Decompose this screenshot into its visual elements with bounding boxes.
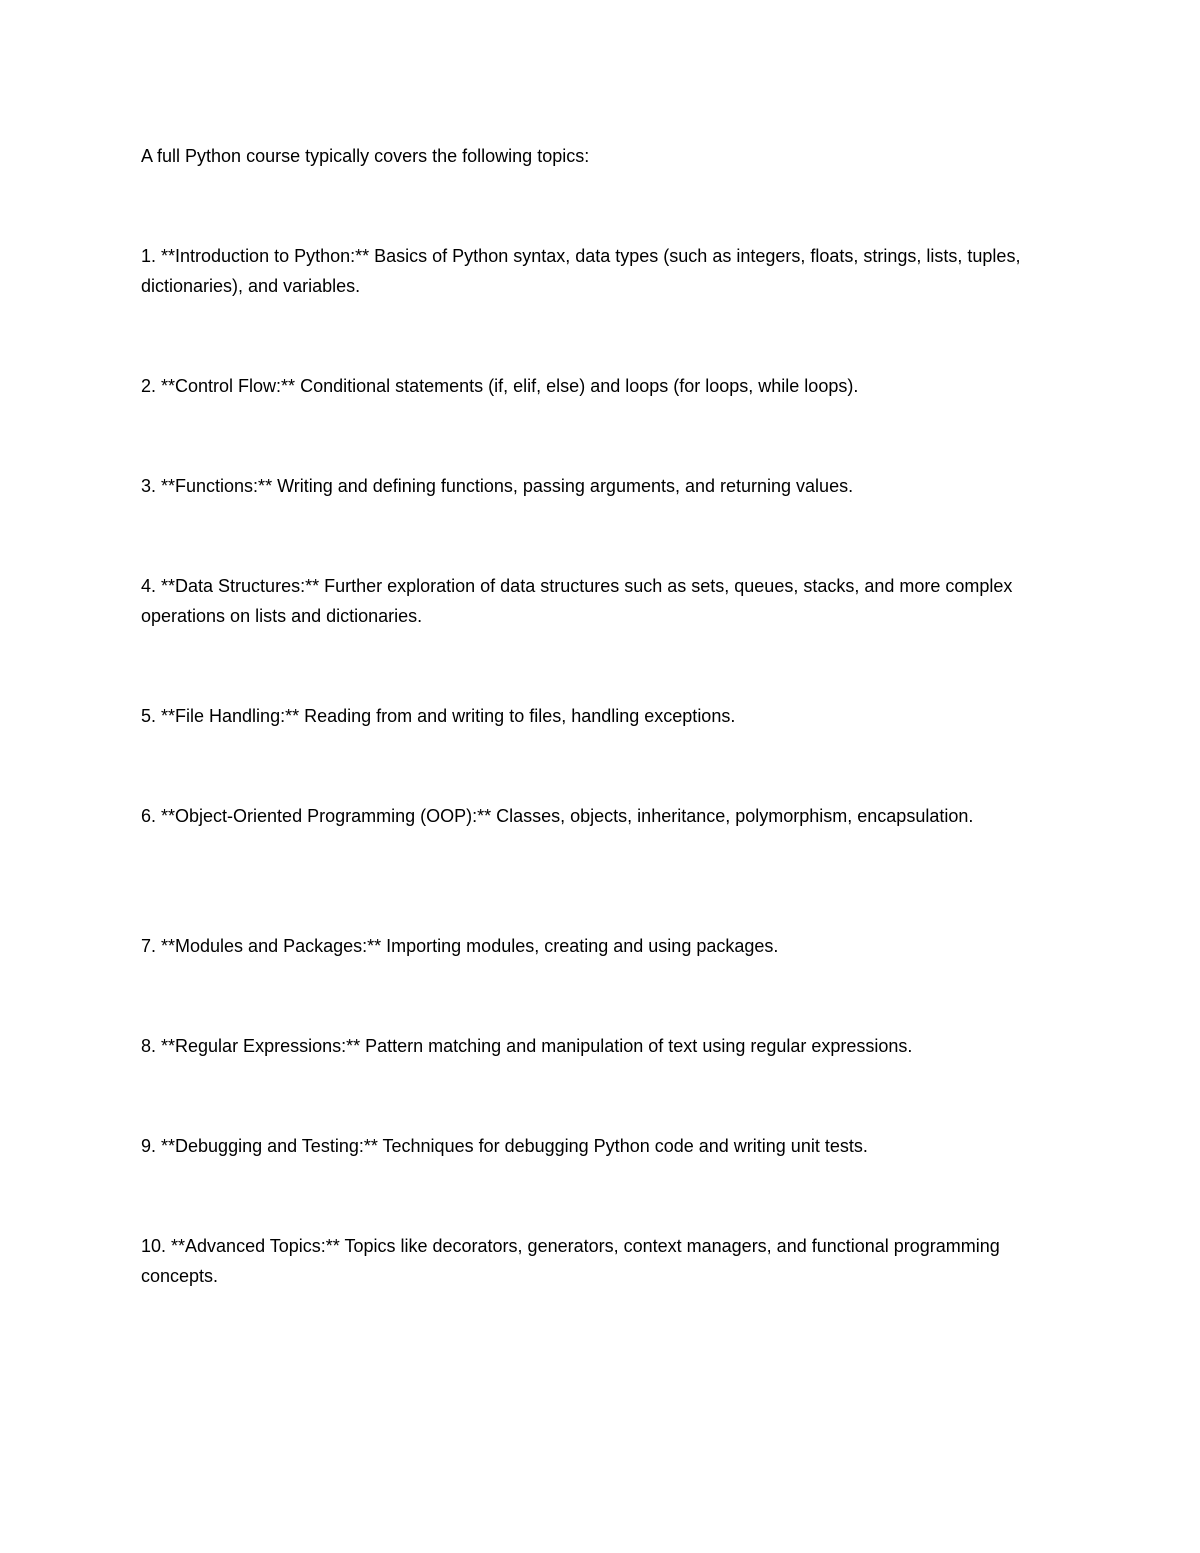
topic-item: 10. **Advanced Topics:** Topics like decorators, generators, context managers, and functional programming concepts.	[141, 1236, 1000, 1286]
topic-item: 1. **Introduction to Python:** Basics of Python syntax, data types (such as integers, floats, strings, lists, tuples, dictionaries), and variables.	[141, 246, 1021, 296]
topic-item: 7. **Modules and Packages:** Importing modules, creating and using packages.	[141, 936, 779, 956]
topic-item: 6. **Object-Oriented Programming (OOP):** Classes, objects, inheritance, polymorphism, encapsulation.	[141, 806, 974, 826]
topic-item: 3. **Functions:** Writing and defining functions, passing arguments, and returning values.	[141, 476, 854, 496]
topic-item: 5. **File Handling:** Reading from and writing to files, handling exceptions.	[141, 706, 736, 726]
topic-item: 9. **Debugging and Testing:** Techniques for debugging Python code and writing unit tests.	[141, 1136, 868, 1156]
topic-item: 2. **Control Flow:** Conditional statements (if, elif, else) and loops (for loops, while loops).	[141, 376, 859, 396]
document-body	[141, 141, 1071, 1286]
intro-paragraph: A full Python course typically covers the following topics:	[141, 146, 590, 166]
topic-item: 8. **Regular Expressions:** Pattern matching and manipulation of text using regular expressions.	[141, 1036, 913, 1056]
topic-item: 4. **Data Structures:** Further exploration of data structures such as sets, queues, stacks, and more complex operations on lists and dictionaries.	[141, 576, 1013, 626]
